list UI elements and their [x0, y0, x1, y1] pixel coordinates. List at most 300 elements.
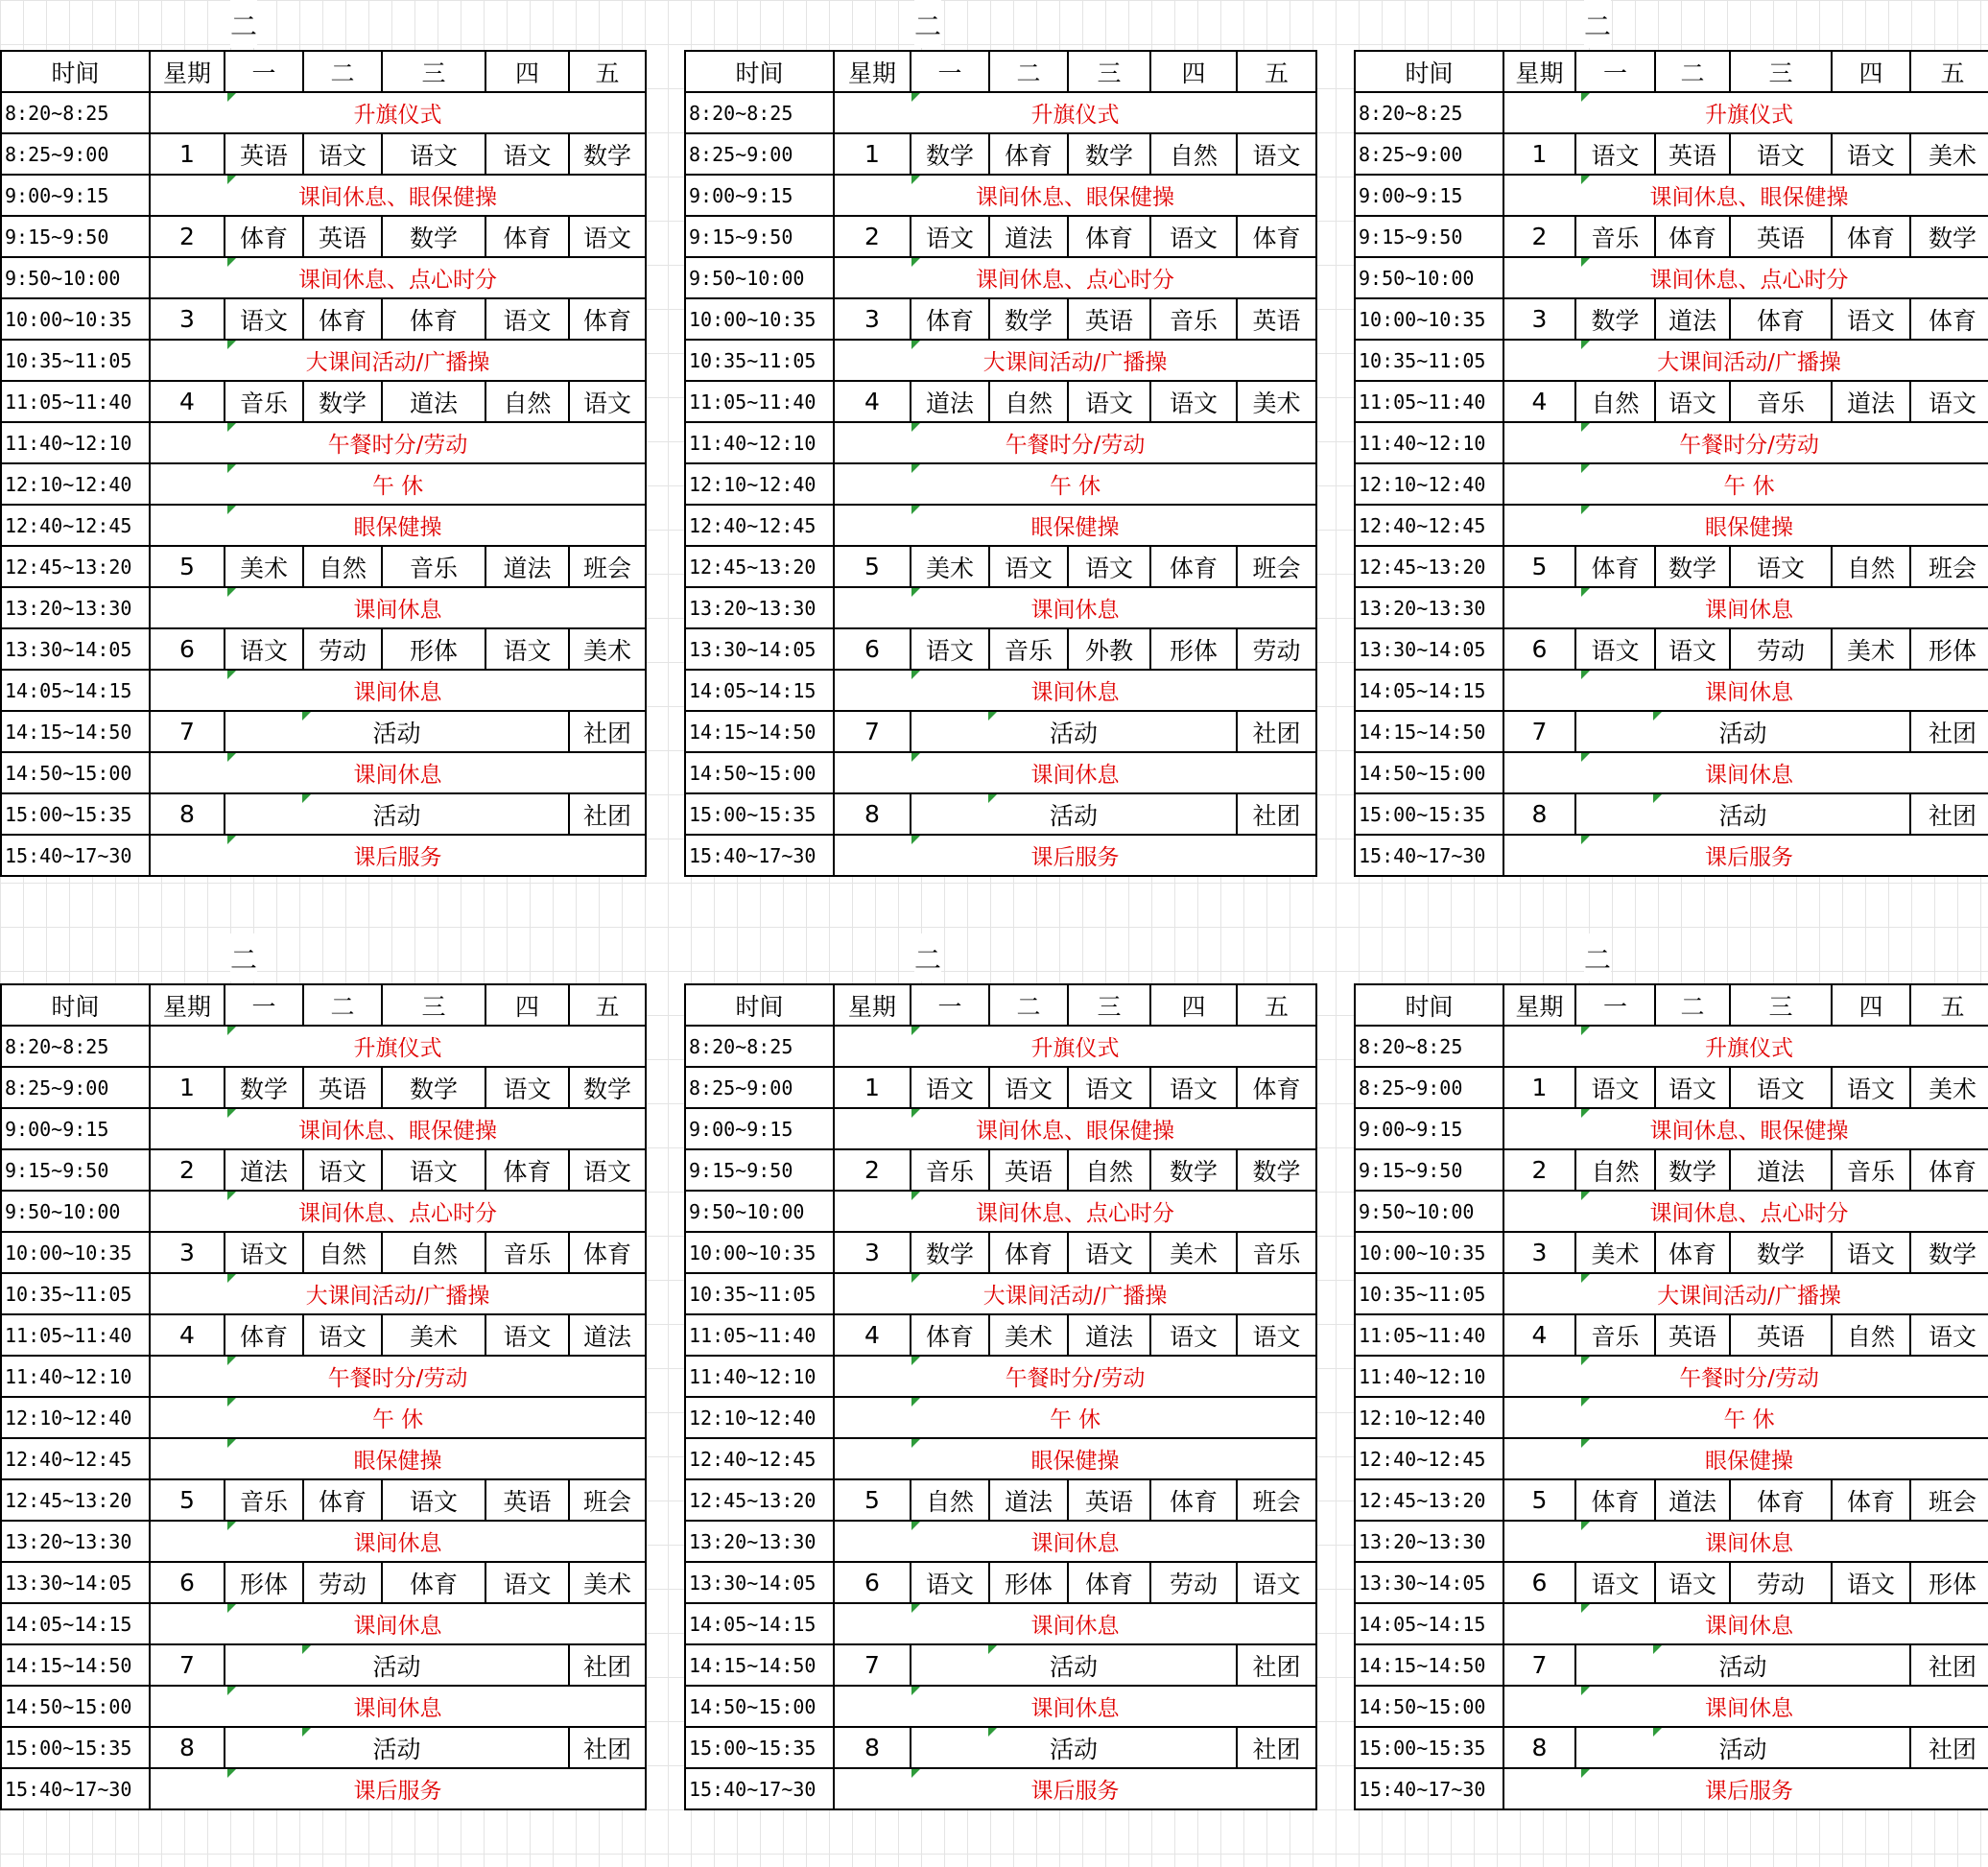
header-day: 一 [1575, 984, 1655, 1026]
time-slot: 12:45~13:20 [685, 546, 834, 587]
schedule-table [0, 983, 647, 1810]
subject-cell: 英语 [485, 1479, 569, 1521]
break-label: 午餐时分/劳动 [834, 422, 1316, 463]
header-row [1355, 984, 1988, 1026]
period-number: 6 [1503, 1562, 1575, 1603]
break-row [1355, 1397, 1988, 1438]
time-slot: 14:15~14:50 [685, 711, 834, 752]
break-label: 午 休 [150, 1397, 646, 1438]
subject-cell: 音乐 [989, 628, 1068, 670]
break-row [685, 422, 1316, 463]
period-number: 5 [834, 1479, 911, 1521]
period-row [685, 546, 1316, 587]
time-slot: 15:00~15:35 [1, 793, 150, 835]
time-slot: 12:45~13:20 [685, 1479, 834, 1521]
header-row [685, 51, 1316, 92]
activity-row [1355, 793, 1988, 835]
period-number: 1 [1503, 1067, 1575, 1108]
break-row [1355, 1438, 1988, 1479]
period-row [1, 1067, 646, 1108]
subject-cell: 劳动 [303, 1562, 382, 1603]
activity-row [1355, 1644, 1988, 1686]
subject-cell: 体育 [382, 1562, 485, 1603]
break-row [1, 1273, 646, 1314]
period-number: 6 [834, 628, 911, 670]
time-slot: 14:15~14:50 [685, 1644, 834, 1686]
time-slot: 9:50~10:00 [685, 1191, 834, 1232]
activity-cell: 活动 [225, 793, 569, 835]
header-day: 二 [989, 984, 1068, 1026]
subject-cell: 数学 [1730, 1232, 1832, 1273]
break-label: 课间休息 [1503, 1603, 1988, 1644]
break-row [1355, 257, 1988, 298]
activity-row [1, 793, 646, 835]
subject-cell: 体育 [1910, 1149, 1988, 1191]
time-slot: 10:35~11:05 [1, 340, 150, 381]
time-slot: 8:25~9:00 [1355, 1067, 1503, 1108]
period-row [1, 216, 646, 257]
subject-cell: 道法 [911, 381, 989, 422]
break-row [685, 1686, 1316, 1727]
subject-cell: 语文 [1575, 1562, 1655, 1603]
time-slot: 15:00~15:35 [1, 1727, 150, 1768]
time-slot: 14:50~15:00 [685, 752, 834, 793]
break-row [1, 1026, 646, 1067]
header-week: 星期 [1503, 984, 1575, 1026]
break-row [1, 1768, 646, 1809]
subject-cell: 美术 [911, 546, 989, 587]
subject-cell: 语文 [1150, 381, 1237, 422]
time-slot: 8:25~9:00 [1355, 133, 1503, 175]
activity-row [685, 793, 1316, 835]
period-number: 8 [1503, 1727, 1575, 1768]
club-cell: 社团 [1237, 1644, 1316, 1686]
header-day: 五 [1910, 984, 1988, 1026]
break-label: 大课间活动/广播操 [150, 340, 646, 381]
subject-cell: 音乐 [1832, 1149, 1910, 1191]
period-number: 2 [150, 216, 225, 257]
class-title: 二 [230, 934, 257, 981]
period-number: 2 [150, 1149, 225, 1191]
time-slot: 8:25~9:00 [1, 1067, 150, 1108]
time-slot: 14:15~14:50 [1355, 1644, 1503, 1686]
time-slot: 14:50~15:00 [1355, 752, 1503, 793]
time-slot: 8:20~8:25 [1, 1026, 150, 1067]
subject-cell: 语文 [989, 1067, 1068, 1108]
break-label: 眼保健操 [834, 1438, 1316, 1479]
subject-cell: 语文 [1910, 381, 1988, 422]
time-slot: 15:00~15:35 [1355, 793, 1503, 835]
header-time: 时间 [1, 51, 150, 92]
subject-cell: 音乐 [911, 1149, 989, 1191]
subject-cell: 道法 [569, 1314, 646, 1356]
break-label: 眼保健操 [834, 505, 1316, 546]
activity-cell: 活动 [225, 1644, 569, 1686]
break-row [685, 1521, 1316, 1562]
subject-cell: 英语 [1655, 133, 1730, 175]
time-slot: 8:25~9:00 [1, 133, 150, 175]
subject-cell: 体育 [1237, 1067, 1316, 1108]
break-label: 课间休息 [150, 670, 646, 711]
class-title: 二 [230, 0, 257, 48]
subject-cell: 语文 [485, 1067, 569, 1108]
subject-cell: 语文 [1068, 546, 1150, 587]
subject-cell: 数学 [911, 133, 989, 175]
period-number: 7 [834, 711, 911, 752]
break-label: 午 休 [834, 1397, 1316, 1438]
time-slot: 14:05~14:15 [685, 1603, 834, 1644]
subject-cell: 形体 [1150, 628, 1237, 670]
period-number: 1 [150, 133, 225, 175]
break-row [685, 463, 1316, 505]
class-title: 二 [914, 0, 941, 48]
break-row [685, 1603, 1316, 1644]
period-number: 5 [1503, 546, 1575, 587]
break-label: 午 休 [834, 463, 1316, 505]
break-row [1355, 670, 1988, 711]
break-label: 课间休息、眼保健操 [1503, 1108, 1988, 1149]
subject-cell: 英语 [1730, 216, 1832, 257]
subject-cell: 语文 [911, 1562, 989, 1603]
subject-cell: 体育 [989, 133, 1068, 175]
subject-cell: 英语 [1655, 1314, 1730, 1356]
period-row [685, 1562, 1316, 1603]
period-row [1, 133, 646, 175]
time-slot: 13:20~13:30 [1355, 587, 1503, 628]
break-row [1, 752, 646, 793]
time-slot: 12:40~12:45 [1, 505, 150, 546]
subject-cell: 语文 [1575, 133, 1655, 175]
subject-cell: 语文 [303, 1314, 382, 1356]
activity-row [1355, 1727, 1988, 1768]
break-label: 午餐时分/劳动 [1503, 1356, 1988, 1397]
subject-cell: 语文 [569, 216, 646, 257]
period-row [1, 381, 646, 422]
break-row [1355, 752, 1988, 793]
subject-cell: 体育 [485, 216, 569, 257]
club-cell: 社团 [569, 793, 646, 835]
subject-cell: 英语 [225, 133, 303, 175]
subject-cell: 语文 [569, 381, 646, 422]
time-slot: 9:00~9:15 [685, 1108, 834, 1149]
subject-cell: 数学 [569, 1067, 646, 1108]
break-row [685, 835, 1316, 876]
period-number: 7 [150, 1644, 225, 1686]
period-row [1355, 1149, 1988, 1191]
period-row [1, 1479, 646, 1521]
time-slot: 8:20~8:25 [1355, 92, 1503, 133]
period-number: 6 [1503, 628, 1575, 670]
time-slot: 11:40~12:10 [685, 422, 834, 463]
time-slot: 14:05~14:15 [685, 670, 834, 711]
period-number: 3 [834, 298, 911, 340]
time-slot: 14:05~14:15 [1, 1603, 150, 1644]
header-day: 一 [911, 51, 989, 92]
break-row [1, 92, 646, 133]
subject-cell: 语文 [1575, 628, 1655, 670]
subject-cell: 体育 [1150, 1479, 1237, 1521]
club-cell: 社团 [1237, 793, 1316, 835]
period-row [685, 298, 1316, 340]
break-label: 大课间活动/广播操 [834, 340, 1316, 381]
subject-cell: 语文 [1832, 1067, 1910, 1108]
subject-cell: 语文 [1655, 381, 1730, 422]
period-number: 7 [834, 1644, 911, 1686]
break-label: 大课间活动/广播操 [1503, 340, 1988, 381]
break-label: 眼保健操 [1503, 505, 1988, 546]
break-label: 课间休息 [834, 1603, 1316, 1644]
subject-cell: 道法 [1832, 381, 1910, 422]
break-row [685, 1356, 1316, 1397]
subject-cell: 美术 [569, 1562, 646, 1603]
subject-cell: 美术 [1237, 381, 1316, 422]
break-label: 课间休息 [834, 1521, 1316, 1562]
period-row [1, 546, 646, 587]
activity-cell: 活动 [911, 1727, 1237, 1768]
break-label: 午餐时分/劳动 [834, 1356, 1316, 1397]
subject-cell: 体育 [1575, 1479, 1655, 1521]
subject-cell: 道法 [485, 546, 569, 587]
break-label: 课后服务 [834, 1768, 1316, 1809]
activity-row [1, 711, 646, 752]
time-slot: 10:00~10:35 [685, 298, 834, 340]
subject-cell: 数学 [1150, 1149, 1237, 1191]
subject-cell: 语文 [1237, 1562, 1316, 1603]
subject-cell: 语文 [382, 1149, 485, 1191]
period-row [1355, 381, 1988, 422]
header-day: 三 [382, 51, 485, 92]
subject-cell: 自然 [485, 381, 569, 422]
subject-cell: 体育 [1655, 1232, 1730, 1273]
activity-row [685, 711, 1316, 752]
period-number: 4 [1503, 1314, 1575, 1356]
break-row [1, 1603, 646, 1644]
time-slot: 12:40~12:45 [1355, 1438, 1503, 1479]
subject-cell: 数学 [303, 381, 382, 422]
period-number: 3 [1503, 298, 1575, 340]
break-row [1355, 835, 1988, 876]
period-row [1, 1149, 646, 1191]
header-day: 二 [303, 51, 382, 92]
subject-cell: 劳动 [1730, 1562, 1832, 1603]
header-day: 二 [1655, 51, 1730, 92]
subject-cell: 班会 [1910, 1479, 1988, 1521]
header-day: 四 [485, 984, 569, 1026]
period-number: 2 [834, 216, 911, 257]
schedule-table [1354, 50, 1988, 877]
time-slot: 13:30~14:05 [1, 628, 150, 670]
header-time: 时间 [685, 984, 834, 1026]
subject-cell: 自然 [1832, 1314, 1910, 1356]
time-slot: 9:00~9:15 [1355, 1108, 1503, 1149]
subject-cell: 数学 [1655, 546, 1730, 587]
period-number: 1 [1503, 133, 1575, 175]
subject-cell: 语文 [1655, 1067, 1730, 1108]
time-slot: 9:50~10:00 [1, 1191, 150, 1232]
time-slot: 9:15~9:50 [685, 216, 834, 257]
subject-cell: 数学 [1910, 216, 1988, 257]
break-label: 午餐时分/劳动 [150, 422, 646, 463]
subject-cell: 体育 [911, 1314, 989, 1356]
break-label: 课间休息 [150, 1603, 646, 1644]
time-slot: 10:35~11:05 [1355, 1273, 1503, 1314]
subject-cell: 体育 [225, 1314, 303, 1356]
header-day: 五 [569, 51, 646, 92]
time-slot: 13:20~13:30 [1355, 1521, 1503, 1562]
break-row [1, 1438, 646, 1479]
time-slot: 12:10~12:40 [1355, 463, 1503, 505]
break-label: 课后服务 [834, 835, 1316, 876]
subject-cell: 音乐 [225, 1479, 303, 1521]
header-day: 三 [1068, 984, 1150, 1026]
subject-cell: 音乐 [1150, 298, 1237, 340]
subject-cell: 语文 [569, 1149, 646, 1191]
subject-cell: 语文 [303, 1149, 382, 1191]
period-number: 8 [834, 1727, 911, 1768]
header-time: 时间 [685, 51, 834, 92]
subject-cell: 美术 [1910, 1067, 1988, 1108]
break-label: 升旗仪式 [1503, 92, 1988, 133]
break-label: 课后服务 [150, 835, 646, 876]
subject-cell: 体育 [1068, 1562, 1150, 1603]
time-slot: 15:40~17~30 [1355, 835, 1503, 876]
time-slot: 8:20~8:25 [685, 1026, 834, 1067]
break-row [1, 340, 646, 381]
subject-cell: 音乐 [485, 1232, 569, 1273]
period-row [1, 628, 646, 670]
break-label: 课间休息、眼保健操 [834, 1108, 1316, 1149]
period-number: 8 [834, 793, 911, 835]
subject-cell: 语文 [989, 546, 1068, 587]
header-day: 一 [1575, 51, 1655, 92]
subject-cell: 体育 [1730, 298, 1832, 340]
subject-cell: 语文 [1575, 1067, 1655, 1108]
subject-cell: 形体 [225, 1562, 303, 1603]
break-row [685, 670, 1316, 711]
time-slot: 11:05~11:40 [1355, 1314, 1503, 1356]
header-week: 星期 [1503, 51, 1575, 92]
break-label: 课间休息、点心时分 [1503, 1191, 1988, 1232]
break-label: 升旗仪式 [150, 1026, 646, 1067]
time-slot: 13:30~14:05 [685, 1562, 834, 1603]
break-row [685, 1026, 1316, 1067]
subject-cell: 语文 [1910, 1314, 1988, 1356]
period-row [1355, 1067, 1988, 1108]
subject-cell: 音乐 [1575, 1314, 1655, 1356]
subject-cell: 劳动 [1237, 628, 1316, 670]
subject-cell: 英语 [1237, 298, 1316, 340]
period-row [685, 1232, 1316, 1273]
time-slot: 9:50~10:00 [1, 257, 150, 298]
period-number: 1 [150, 1067, 225, 1108]
time-slot: 9:00~9:15 [685, 175, 834, 216]
period-number: 5 [1503, 1479, 1575, 1521]
activity-row [1, 1727, 646, 1768]
subject-cell: 语文 [485, 628, 569, 670]
time-slot: 9:15~9:50 [1355, 216, 1503, 257]
break-row [685, 175, 1316, 216]
break-row [1, 1356, 646, 1397]
break-row [685, 1273, 1316, 1314]
break-label: 课间休息、点心时分 [834, 257, 1316, 298]
subject-cell: 音乐 [382, 546, 485, 587]
period-number: 2 [1503, 1149, 1575, 1191]
subject-cell: 体育 [569, 298, 646, 340]
break-label: 课间休息、眼保健操 [834, 175, 1316, 216]
activity-cell: 活动 [911, 711, 1237, 752]
period-row [1355, 216, 1988, 257]
break-label: 课间休息 [150, 752, 646, 793]
subject-cell: 语文 [303, 133, 382, 175]
header-day: 四 [485, 51, 569, 92]
period-number: 5 [150, 546, 225, 587]
break-row [1355, 1191, 1988, 1232]
header-row [1, 984, 646, 1026]
subject-cell: 英语 [989, 1149, 1068, 1191]
time-slot: 14:05~14:15 [1355, 1603, 1503, 1644]
time-slot: 14:05~14:15 [1, 670, 150, 711]
break-row [1, 670, 646, 711]
time-slot: 13:20~13:30 [685, 587, 834, 628]
break-label: 课间休息 [834, 670, 1316, 711]
period-row [1355, 546, 1988, 587]
subject-cell: 英语 [1068, 298, 1150, 340]
break-row [1355, 1108, 1988, 1149]
time-slot: 9:00~9:15 [1, 175, 150, 216]
club-cell: 社团 [569, 711, 646, 752]
subject-cell: 音乐 [1730, 381, 1832, 422]
time-slot: 8:20~8:25 [1, 92, 150, 133]
break-row [1355, 175, 1988, 216]
time-slot: 11:05~11:40 [1355, 381, 1503, 422]
subject-cell: 数学 [1237, 1149, 1316, 1191]
time-slot: 9:15~9:50 [1, 216, 150, 257]
subject-cell: 语文 [1150, 1314, 1237, 1356]
subject-cell: 体育 [1832, 1479, 1910, 1521]
subject-cell: 体育 [1832, 216, 1910, 257]
class-title: 二 [1584, 934, 1611, 981]
break-row [685, 257, 1316, 298]
period-row [685, 1479, 1316, 1521]
subject-cell: 语文 [485, 1562, 569, 1603]
period-row [685, 381, 1316, 422]
subject-cell: 自然 [1832, 546, 1910, 587]
break-label: 升旗仪式 [1503, 1026, 1988, 1067]
subject-cell: 语文 [1730, 1067, 1832, 1108]
period-row [1355, 1479, 1988, 1521]
header-day: 三 [1068, 51, 1150, 92]
header-row [685, 984, 1316, 1026]
subject-cell: 数学 [382, 216, 485, 257]
time-slot: 15:40~17~30 [685, 1768, 834, 1809]
header-day: 二 [303, 984, 382, 1026]
period-number: 2 [834, 1149, 911, 1191]
time-slot: 15:40~17~30 [1, 835, 150, 876]
subject-cell: 外教 [1068, 628, 1150, 670]
period-row [1, 1232, 646, 1273]
break-label: 眼保健操 [150, 1438, 646, 1479]
break-label: 升旗仪式 [150, 92, 646, 133]
break-row [1, 587, 646, 628]
subject-cell: 语文 [225, 298, 303, 340]
period-number: 5 [834, 546, 911, 587]
break-label: 课间休息 [834, 587, 1316, 628]
break-row [1355, 1026, 1988, 1067]
period-number: 5 [150, 1479, 225, 1521]
break-row [685, 1438, 1316, 1479]
subject-cell: 道法 [1068, 1314, 1150, 1356]
time-slot: 14:50~15:00 [1355, 1686, 1503, 1727]
